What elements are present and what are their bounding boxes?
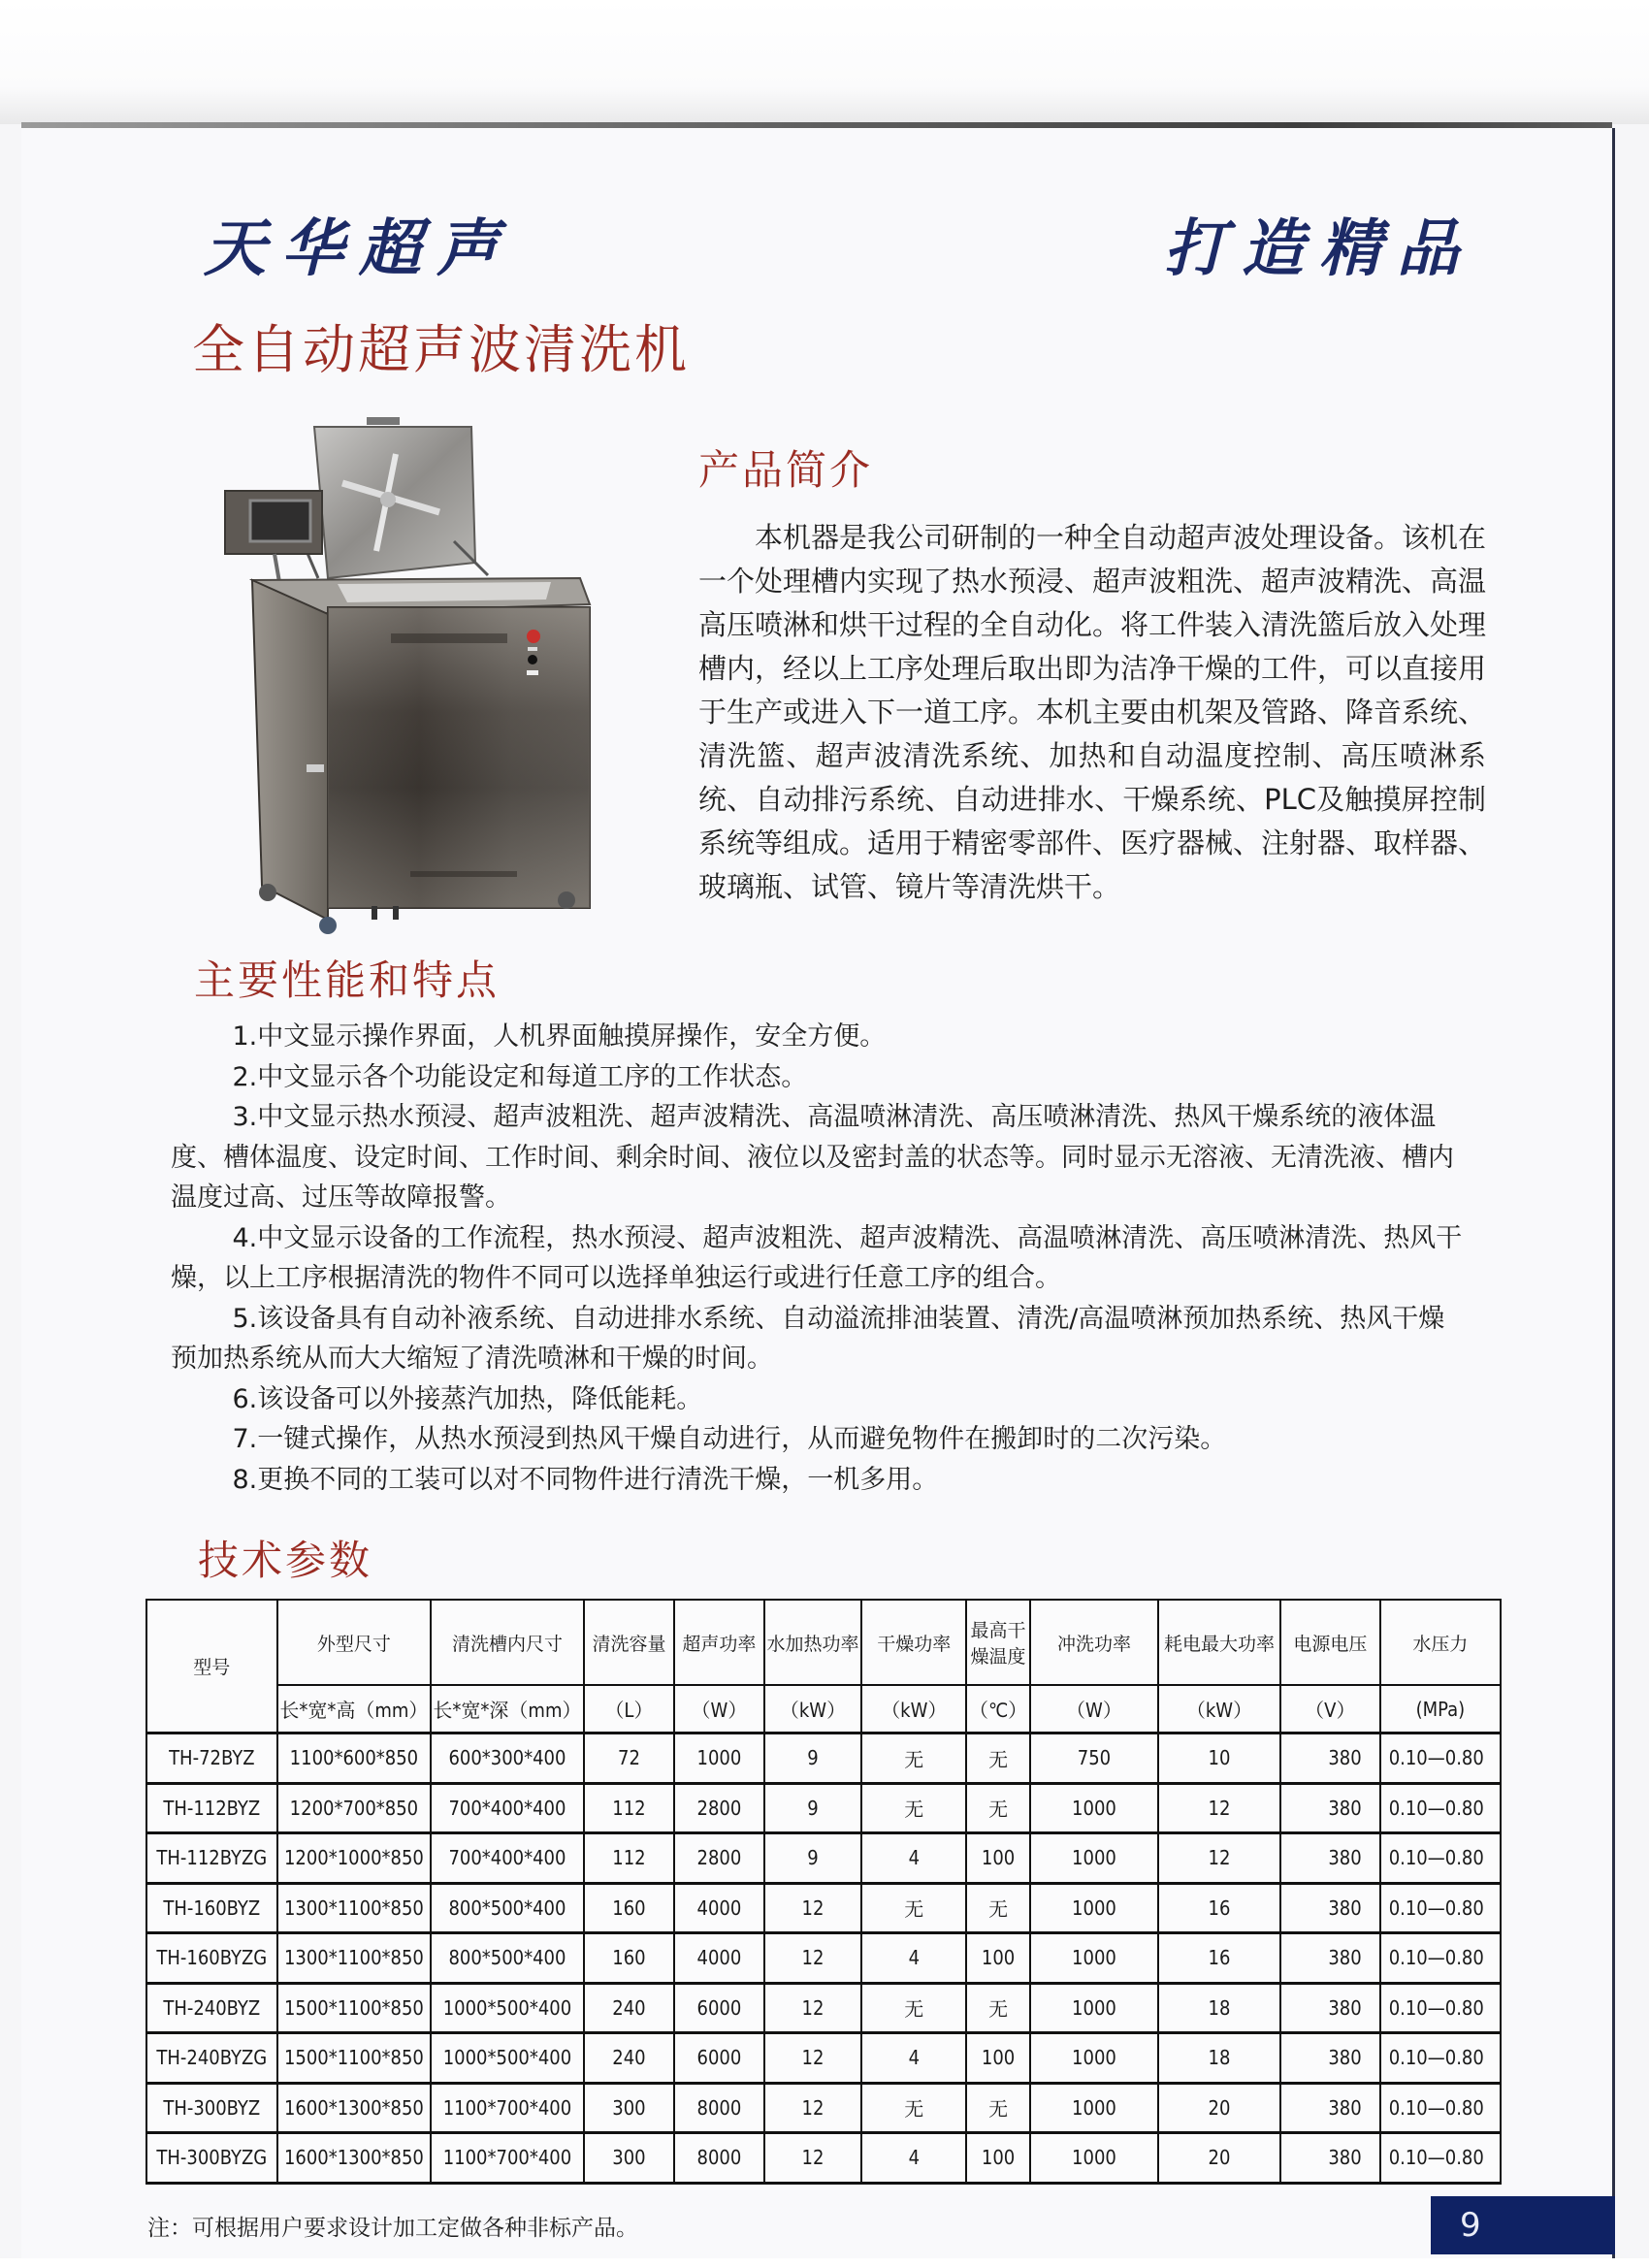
cell-heating-power: 12 (764, 2083, 862, 2133)
col-header-voltage: 电源电压 (1280, 1600, 1380, 1685)
cell-drying-power: 无 (861, 1733, 966, 1784)
cell-ultrasonic-power: 4000 (674, 1883, 763, 1933)
cell-max-drying-temp: 100 (966, 1933, 1030, 1984)
cell-flush-power: 1000 (1030, 1783, 1158, 1833)
cell-capacity: 160 (584, 1933, 675, 1984)
cell-inner-size: 600*300*400 (431, 1733, 584, 1784)
cell-water-pressure: 0.10—0.80 (1380, 1833, 1501, 1884)
spec-table-body (146, 1733, 1501, 2184)
unit-capacity: （L） (584, 1685, 675, 1733)
cell-model: TH-160BYZ (146, 1883, 277, 1933)
table-row (146, 1783, 1501, 1833)
cell-capacity: 240 (584, 1983, 675, 2033)
cell-inner-size: 700*400*400 (431, 1783, 584, 1833)
cell-water-pressure: 0.10—0.80 (1380, 1933, 1501, 1984)
cell-water-pressure: 0.10—0.80 (1380, 2133, 1501, 2184)
cell-voltage: 380 (1280, 1933, 1380, 1984)
feature-item: 2.中文显示各个功能设定和每道工序的工作状态。 (232, 1061, 808, 1092)
cell-ultrasonic-power: 4000 (674, 1933, 763, 1984)
cell-flush-power: 1000 (1030, 1933, 1158, 1984)
unit-ultrasonic-power: （W） (674, 1685, 763, 1733)
cell-water-pressure: 0.10—0.80 (1380, 1883, 1501, 1933)
cell-heating-power: 12 (764, 1883, 862, 1933)
cell-max-power: 20 (1158, 2083, 1280, 2133)
cell-inner-size: 1000*500*400 (431, 2033, 584, 2084)
col-header-water-pressure: 水压力 (1380, 1600, 1501, 1685)
scan-top-margin (0, 0, 1649, 124)
cell-inner-size: 1100*700*400 (431, 2083, 584, 2133)
cell-voltage: 380 (1280, 2133, 1380, 2184)
cell-flush-power: 1000 (1030, 1983, 1158, 2033)
cell-voltage: 380 (1280, 1733, 1380, 1784)
col-header-model: 型号 (146, 1600, 277, 1733)
cell-heating-power: 12 (764, 1983, 862, 2033)
cell-outer-size: 1600*1300*850 (277, 2133, 432, 2184)
cell-drying-power: 4 (861, 1833, 966, 1884)
page-number: 9 (1431, 2196, 1615, 2254)
cell-model: TH-112BYZG (146, 1833, 277, 1884)
cell-drying-power: 4 (861, 1933, 966, 1984)
cell-flush-power: 750 (1030, 1733, 1158, 1784)
cell-model: TH-160BYZG (146, 1933, 277, 1984)
cell-outer-size: 1200*1000*850 (277, 1833, 432, 1884)
cell-voltage: 380 (1280, 1783, 1380, 1833)
features-list (171, 1017, 1466, 1500)
cell-model: TH-300BYZ (146, 2083, 277, 2133)
product-photo (221, 405, 619, 934)
cell-capacity: 300 (584, 2133, 675, 2184)
unit-drying-power: （kW） (861, 1685, 966, 1733)
cell-voltage: 380 (1280, 1983, 1380, 2033)
cell-water-pressure: 0.10—0.80 (1380, 1783, 1501, 1833)
cell-max-drying-temp: 无 (966, 1733, 1030, 1784)
cell-capacity: 72 (584, 1733, 675, 1784)
cell-max-power: 16 (1158, 1933, 1280, 1984)
table-row (146, 1883, 1501, 1933)
cell-flush-power: 1000 (1030, 2033, 1158, 2084)
cell-drying-power: 无 (861, 2083, 966, 2133)
feature-item: 5.该设备具有自动补液系统、自动进排水系统、自动溢流排油装置、清洗/高温喷淋预加热系统、热风干燥预加热系统从而大大缩短了清洗喷淋和干燥的时间。 (171, 1303, 1445, 1374)
feature-item: 8.更换不同的工装可以对不同物件进行清洗干燥，一机多用。 (232, 1464, 939, 1495)
spec-table (146, 1599, 1502, 2185)
table-row (146, 1933, 1501, 1984)
cell-water-pressure: 0.10—0.80 (1380, 2033, 1501, 2084)
cell-outer-size: 1300*1100*850 (277, 1883, 432, 1933)
cell-drying-power: 4 (861, 2033, 966, 2084)
cell-max-drying-temp: 100 (966, 2133, 1030, 2184)
cell-voltage: 380 (1280, 2033, 1380, 2084)
cell-voltage: 380 (1280, 1833, 1380, 1884)
unit-max-power: （kW） (1158, 1685, 1280, 1733)
cell-flush-power: 1000 (1030, 1883, 1158, 1933)
cell-max-power: 12 (1158, 1833, 1280, 1884)
col-header-max-power: 耗电最大功率 (1158, 1600, 1280, 1685)
cell-ultrasonic-power: 2800 (674, 1783, 763, 1833)
table-row (146, 2133, 1501, 2184)
intro-heading: 产品简介 (698, 446, 874, 494)
intro-paragraph: 本机器是我公司研制的一种全自动超声波处理设备。该机在一个处理槽内实现了热水预浸、超声波粗洗、超声波精洗、高温高压喷淋和烘干过程的全自动化。将工件装入清洗篮后放入处理槽内，经以上工序处理后取出即为洁净干燥的工件，可以直接用于生产或进入下一道工序。本机主要由机架及管路、降音系统、清洗篮、超声波清洗系统、加热和自动温度控制、高压喷淋系统、自动排污系统、自动进排水、干燥系统、PLC及触摸屏控制系统等组成。适用于精密零部件、医疗器械、注射器、取样器、玻璃瓶、试管、镜片等清洗烘干。 (698, 521, 1487, 903)
cell-max-power: 12 (1158, 1783, 1280, 1833)
specs-heading: 技术参数 (198, 1537, 373, 1584)
page-title: 全自动超声波清洗机 (192, 319, 690, 380)
brand-slogan: 打造精品 (1164, 212, 1474, 285)
feature-item: 3.中文显示热水预浸、超声波粗洗、超声波精洗、高温喷淋清洗、高压喷淋清洗、热风干燥系统的液体温度、槽体温度、设定时间、工作时间、剩余时间、液位以及密封盖的状态等。同时显示无溶液、无清洗液、槽内温度过高、过压等故障报警。 (171, 1102, 1454, 1213)
unit-water-pressure: (MPa) (1380, 1685, 1501, 1733)
cell-heating-power: 9 (764, 1733, 862, 1784)
cell-voltage: 380 (1280, 1883, 1380, 1933)
features-heading: 主要性能和特点 (194, 956, 501, 1004)
feature-item: 7.一键式操作，从热水预浸到热风干燥自动进行，从而避免物件在搬卸时的二次污染。 (232, 1424, 1227, 1454)
cell-max-drying-temp: 100 (966, 1833, 1030, 1884)
brand-name: 天华超声 (204, 212, 514, 285)
cell-capacity: 160 (584, 1883, 675, 1933)
cell-inner-size: 700*400*400 (431, 1833, 584, 1884)
cell-max-drying-temp: 无 (966, 2083, 1030, 2133)
cell-max-power: 10 (1158, 1733, 1280, 1784)
footnote: 注：可根据用户要求设计加工定做各种非标产品。 (147, 2216, 638, 2241)
cell-water-pressure: 0.10—0.80 (1380, 1983, 1501, 2033)
cell-outer-size: 1300*1100*850 (277, 1933, 432, 1984)
cell-outer-size: 1500*1100*850 (277, 2033, 432, 2084)
cell-ultrasonic-power: 2800 (674, 1833, 763, 1884)
unit-inner-size: 长*宽*深（mm） (431, 1685, 584, 1733)
unit-flush-power: （W） (1030, 1685, 1158, 1733)
cell-max-drying-temp: 100 (966, 2033, 1030, 2084)
cell-capacity: 112 (584, 1783, 675, 1833)
cell-ultrasonic-power: 8000 (674, 2133, 763, 2184)
cell-max-drying-temp: 无 (966, 1883, 1030, 1933)
cell-model: TH-300BYZG (146, 2133, 277, 2184)
unit-heating-power: （kW） (764, 1685, 862, 1733)
cell-max-drying-temp: 无 (966, 1783, 1030, 1833)
cell-heating-power: 9 (764, 1833, 862, 1884)
cell-heating-power: 12 (764, 2133, 862, 2184)
cell-capacity: 112 (584, 1833, 675, 1884)
feature-item: 6.该设备可以外接蒸汽加热，降低能耗。 (232, 1383, 703, 1414)
cell-drying-power: 4 (861, 2133, 966, 2184)
cell-voltage: 380 (1280, 2083, 1380, 2133)
table-row (146, 2083, 1501, 2133)
cell-drying-power: 无 (861, 1983, 966, 2033)
unit-outer-size: 长*宽*高（mm） (277, 1685, 432, 1733)
cell-outer-size: 1600*1300*850 (277, 2083, 432, 2133)
col-header-inner-size: 清洗槽内尺寸 (431, 1600, 584, 1685)
cell-max-drying-temp: 无 (966, 1983, 1030, 2033)
cell-model: TH-240BYZG (146, 2033, 277, 2084)
cell-capacity: 300 (584, 2083, 675, 2133)
cell-capacity: 240 (584, 2033, 675, 2084)
cell-ultrasonic-power: 6000 (674, 2033, 763, 2084)
cell-max-power: 16 (1158, 1883, 1280, 1933)
cell-ultrasonic-power: 1000 (674, 1733, 763, 1784)
cell-max-power: 20 (1158, 2133, 1280, 2184)
cell-water-pressure: 0.10—0.80 (1380, 1733, 1501, 1784)
feature-item: 4.中文显示设备的工作流程，热水预浸、超声波粗洗、超声波精洗、高温喷淋清洗、高压喷淋清洗、热风干燥，以上工序根据清洗的物件不同可以选择单独运行或进行任意工序的组合。 (171, 1222, 1463, 1293)
cell-max-power: 18 (1158, 1983, 1280, 2033)
col-header-ultrasonic-power: 超声功率 (674, 1600, 763, 1685)
cell-heating-power: 9 (764, 1783, 862, 1833)
unit-voltage: （V） (1280, 1685, 1380, 1733)
cell-drying-power: 无 (861, 1883, 966, 1933)
cell-outer-size: 1100*600*850 (277, 1733, 432, 1784)
cell-ultrasonic-power: 6000 (674, 1983, 763, 2033)
cell-model: TH-72BYZ (146, 1733, 277, 1784)
scan-bottom-margin (0, 2258, 1649, 2268)
col-header-outer-size: 外型尺寸 (277, 1600, 432, 1685)
cell-inner-size: 800*500*400 (431, 1883, 584, 1933)
cell-model: TH-112BYZ (146, 1783, 277, 1833)
cell-heating-power: 12 (764, 1933, 862, 1984)
table-row (146, 1833, 1501, 1884)
cell-water-pressure: 0.10—0.80 (1380, 2083, 1501, 2133)
table-row (146, 1733, 1501, 1784)
col-header-max-drying-temp: 最高干 燥温度 (966, 1600, 1030, 1685)
cell-ultrasonic-power: 8000 (674, 2083, 763, 2133)
table-row (146, 2033, 1501, 2084)
table-row (146, 1983, 1501, 2033)
cell-model: TH-240BYZ (146, 1983, 277, 2033)
col-header-flush-power: 冲洗功率 (1030, 1600, 1158, 1685)
feature-item: 1.中文显示操作界面，人机界面触摸屏操作，安全方便。 (232, 1021, 887, 1052)
cell-flush-power: 1000 (1030, 2083, 1158, 2133)
cell-drying-power: 无 (861, 1783, 966, 1833)
cell-max-power: 18 (1158, 2033, 1280, 2084)
cell-outer-size: 1200*700*850 (277, 1783, 432, 1833)
col-header-capacity: 清洗容量 (584, 1600, 675, 1685)
cell-flush-power: 1000 (1030, 1833, 1158, 1884)
cell-heating-power: 12 (764, 2033, 862, 2084)
cell-outer-size: 1500*1100*850 (277, 1983, 432, 2033)
unit-max-drying-temp: （℃） (966, 1685, 1030, 1733)
cell-inner-size: 800*500*400 (431, 1933, 584, 1984)
cell-inner-size: 1000*500*400 (431, 1983, 584, 2033)
cell-flush-power: 1000 (1030, 2133, 1158, 2184)
col-header-drying-power: 干燥功率 (861, 1600, 966, 1685)
col-header-heating-power: 水加热功率 (764, 1600, 862, 1685)
cell-inner-size: 1100*700*400 (431, 2133, 584, 2184)
